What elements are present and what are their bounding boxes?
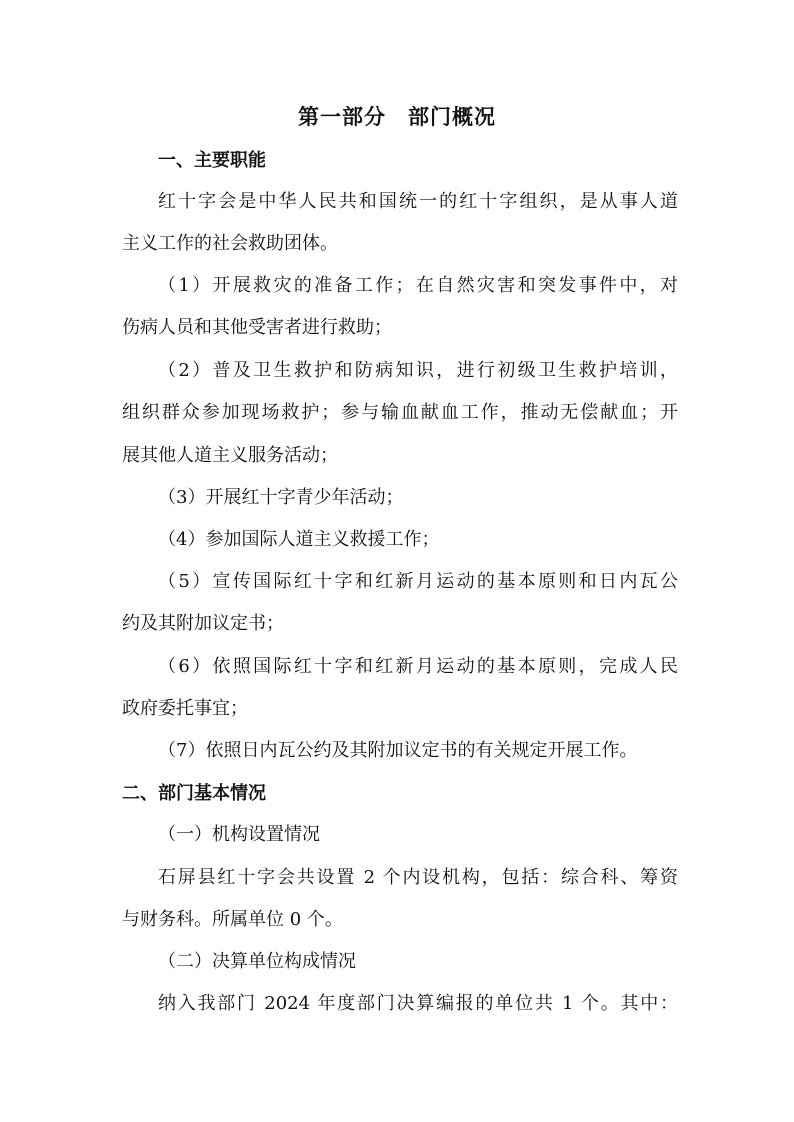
list-item-4: （4）参加国际人道主义救援工作； (158, 529, 440, 550)
list-item-2: （2）普及卫生救护和防病知识，进行初级卫生救护培训， (158, 360, 678, 381)
list-item-1-continued: 伤病人员和其他受害者进行救助； (122, 317, 392, 338)
list-item-3: （3）开展红十字青少年活动； (158, 487, 404, 508)
section-heading-main-functions: 一、主要职能 (158, 150, 266, 171)
paragraph-line: 与财务科。所属单位 0 个。 (122, 909, 343, 930)
page-title: 第一部分 部门概况 (298, 105, 496, 129)
list-item-1: （1）开展救灾的准备工作；在自然灾害和突发事件中，对 (158, 275, 678, 296)
subsection-heading-budget-units: （二）决算单位构成情况 (158, 951, 356, 972)
list-item-7: （7）依照日内瓦公约及其附加议定书的有关规定开展工作。 (158, 740, 638, 761)
list-item-5-continued: 约及其附加议定书； (122, 613, 284, 634)
list-item-5: （5）宣传国际红十字和红新月运动的基本原则和日内瓦公 (158, 571, 678, 592)
paragraph-line: 石屏县红十字会共设置 2 个内设机构，包括：综合科、筹资 (158, 867, 678, 888)
section-heading-basic-info: 二、部门基本情况 (122, 783, 266, 804)
list-item-6: （6）依照国际红十字和红新月运动的基本原则，完成人民 (158, 656, 678, 677)
list-item-6-continued: 政府委托事宜； (122, 698, 248, 719)
list-item-2-continued: 组织群众参加现场救护；参与输血献血工作，推动无偿献血；开 (122, 402, 678, 423)
list-item-2-continued: 展其他人道主义服务活动； (122, 445, 338, 466)
paragraph-line: 主义工作的社会救助团体。 (122, 233, 338, 254)
subsection-heading-organization: （一）机构设置情况 (158, 824, 320, 845)
paragraph-line: 红十字会是中华人民共和国统一的红十字组织，是从事人道 (158, 191, 678, 212)
paragraph-line: 纳入我部门 2024 年度部门决算编报的单位共 1 个。其中： (158, 993, 678, 1014)
